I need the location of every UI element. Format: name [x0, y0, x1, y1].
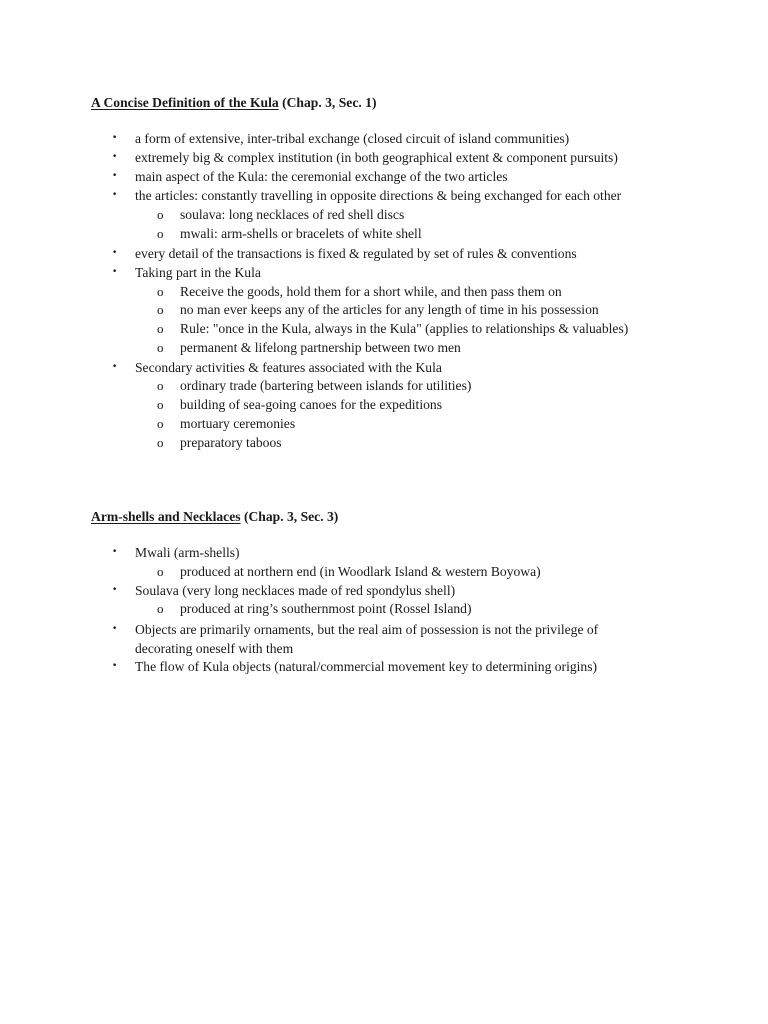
bullet-icon: •	[112, 585, 118, 595]
bullet-icon: •	[112, 248, 118, 258]
sub-bullet-icon: o	[157, 340, 164, 355]
sub-bullet-icon: o	[157, 226, 164, 241]
list-item-text: extremely big & complex institution (in both geographical extent & component pursuits)	[135, 150, 618, 165]
bullet-icon: •	[112, 362, 118, 372]
sub-list-item-text: mwali: arm-shells or bracelets of white shell	[180, 226, 422, 241]
list-item-text: Soulava (very long necklaces made of red spondylus shell)	[135, 583, 456, 598]
section-reference: (Chap. 3, Sec. 1)	[282, 95, 377, 110]
list-item-text: The flow of Kula objects (natural/commercial movement key to determining origins)	[135, 659, 598, 674]
bullet-icon: •	[112, 624, 118, 634]
sub-list-item-text: Receive the goods, hold them for a short while, and then pass them on	[180, 284, 562, 299]
sub-list-item-text: mortuary ceremonies	[180, 416, 296, 431]
sub-list-item-text: preparatory taboos	[180, 435, 282, 450]
bullet-icon: •	[112, 152, 118, 162]
section-heading	[91, 93, 376, 112]
list-item-text: Objects are primarily ornaments, but the real aim of possession is not the privilege of decorating oneself with them	[135, 622, 599, 656]
list-item-text: main aspect of the Kula: the ceremonial exchange of the two articles	[135, 169, 508, 184]
sub-bullet-icon: o	[157, 564, 164, 579]
section-heading	[91, 507, 338, 526]
list-item-text: Taking part in the Kula	[135, 265, 261, 280]
sub-list-item-text: building of sea-going canoes for the expeditions	[180, 397, 442, 412]
sub-list-item-text: Rule: "once in the Kula, always in the Kula" (applies to relationships & valuables)	[180, 321, 629, 336]
sub-bullet-icon: o	[157, 416, 164, 431]
sub-bullet-icon: o	[157, 601, 164, 616]
section-reference: (Chap. 3, Sec. 3)	[243, 509, 339, 524]
sub-list-item-text: no man ever keeps any of the articles for any length of time in his possession	[180, 302, 599, 317]
sub-list-item-text: produced at ring’s southernmost point (Rossel Island)	[180, 601, 472, 616]
sub-bullet-icon: o	[157, 397, 164, 412]
list-item-text: Secondary activities & features associated with the Kula	[135, 360, 442, 375]
sub-bullet-icon: o	[157, 321, 164, 336]
section-title: Arm-shells and Necklaces	[91, 509, 241, 524]
bullet-icon: •	[112, 133, 118, 143]
list-item-text: Mwali (arm-shells)	[135, 545, 240, 560]
sub-bullet-icon: o	[157, 378, 164, 393]
bullet-icon: •	[112, 661, 118, 671]
bullet-icon: •	[112, 267, 118, 277]
sub-bullet-icon: o	[157, 302, 164, 317]
sub-bullet-icon: o	[157, 284, 164, 299]
section-title: A Concise Definition of the Kula	[91, 95, 279, 110]
list-item-text: a form of extensive, inter-tribal exchange (closed circuit of island communities)	[135, 131, 570, 146]
bullet-icon: •	[112, 190, 118, 200]
sub-list-item-text: permanent & lifelong partnership between two men	[180, 340, 461, 355]
sub-list-item-text: ordinary trade (bartering between islands for utilities)	[180, 378, 472, 393]
bullet-icon: •	[112, 171, 118, 181]
sub-bullet-icon: o	[157, 207, 164, 222]
bullet-icon: •	[112, 547, 118, 557]
list-item-text: every detail of the transactions is fixed & regulated by set of rules & conventions	[135, 246, 577, 261]
sub-list-item-text: soulava: long necklaces of red shell discs	[180, 207, 405, 222]
sub-bullet-icon: o	[157, 435, 164, 450]
list-item-text: the articles: constantly travelling in opposite directions & being exchanged for each other	[135, 188, 622, 203]
sub-list-item-text: produced at northern end (in Woodlark Island & western Boyowa)	[180, 564, 541, 579]
